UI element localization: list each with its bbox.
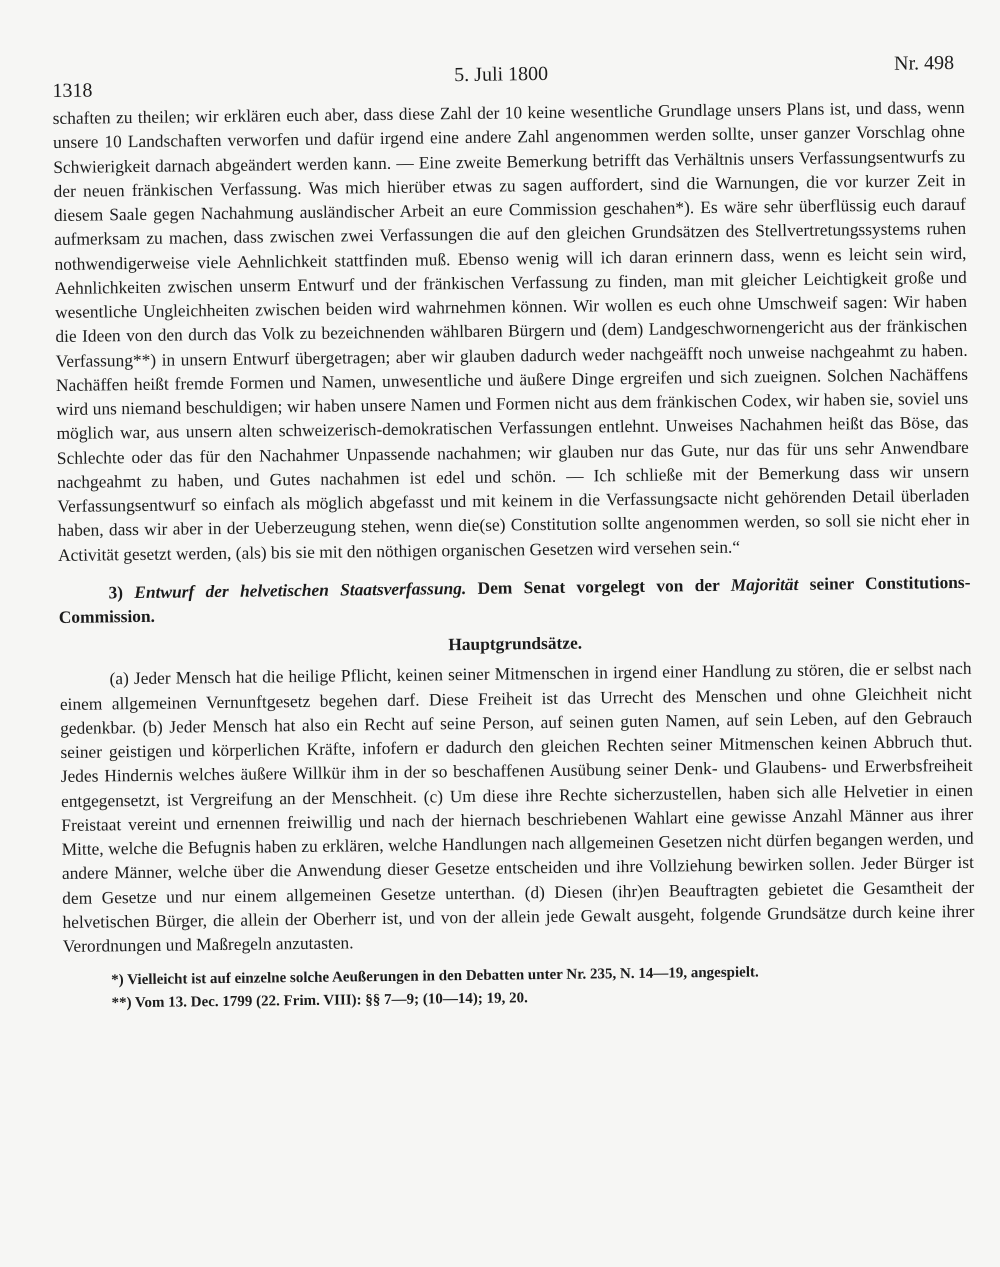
section-title: Entwurf der helvetischen Staatsverfassung. [134, 577, 467, 602]
section-text-before: Dem Senat vorgelegt von der [477, 574, 720, 598]
section-majority: Majorität [730, 573, 799, 595]
document-number: Nr. 498 [893, 51, 955, 75]
section-text-after: seiner Constitutions-Commission. [58, 571, 971, 627]
page-number: 1318 [52, 79, 93, 102]
principles-heading: Hauptgrundsätze. [448, 632, 583, 655]
footnote-2: **) Vom 13. Dec. 1799 (22. Frim. VIII): §§ 7—9; (10—14); 19, 20. [111, 990, 528, 1012]
document-page [52, 49, 978, 1240]
footnote-1: *) Vielleicht ist auf einzelne solche Aeußerungen in den Debatten unter Nr. 235, N. 14—19, angespielt. [111, 964, 759, 989]
section-number: 3) [108, 581, 124, 603]
principles-paragraph: (a) Jeder Mensch hat die heilige Pflicht, keinen seiner Mitmenschen in irgend einer Handlung zu stören, die er selbst nach einem allgemeinen Vernunftgesetz begehen darf. Diese Freiheit ist das Urrecht des Menschen und ohne Gleichheit nicht gedenkbar. (b) Jeder Mensch hat also ein Recht auf seine Person, auf seinen guten Namen, auf sein Leben, auf den Gebrauch seiner geistigen und körperlichen Kräfte, infofern er dadurch den gleichen Rechten seiner Mitmenschen keinen Abbruch thut. Jedes Hindernis welches äußere Willkür ihm in der so beschaffenen Ausübung seiner Denk- und Glaubens- und Erwerbsfreiheit entgegensetzt, ist Vergreifung an der Menschheit. (c) Um diese ihre Rechte sicherzustellen, haben sich alle Helvetier in einen Freistaat vereint und ernennen freiwillig und nach der hiernach beschriebenen Wahlart eine gewisse Anzahl Männer aus ihrer Mitte, welche die Befugnis haben zu erklären, welche Handlungen nach allgemeinen Gesetzen nicht dürfen begangen werden, und andere Männer, welche über die Anwendung dieser Gesetze entscheiden und ihre Vollziehung bewirken sollen. Jeder Bürger ist dem Gesetze und nur einem allgemeinen Gesetze unterthan. (d) Diesen (ihr)en Beauftragten gebietet die Gesamtheit der helvetischen Bürger, die allein der Oberherr ist, und von der allein jede Gewalt ausgeht, folgende Grundsätze durch keine ihrer Verordnungen und Maßregeln anzutasten. [59, 658, 975, 956]
page-date: 5. Juli 1800 [454, 62, 549, 87]
body-paragraph-continuation: schaften zu theilen; wir erklären euch aber, dass diese Zahl der 10 keine wesentliche Grundlage unsers Plans ist, und dass, wenn unsere 10 Landschaften verworfen und dafür irgend eine andere Zahl angenommen werden sollte, unser ganzer Vorschlag ohne Schwierigkeit darnach abgeändert werden kann. — Eine zweite Bemerkung betrifft das Verhältnis unsers Verfassungsentwurfs zu der neuen fränkischen Verfassung. Was mich hierüber etwas zu sagen auffordert, sind die Warnungen, die vor kurzer Zeit in diesem Saale gegen Nachahmung ausländischer Arbeit an eure Commission geschahen*). Es wäre sehr überflüssig euch darauf aufmerksam zu machen, dass zwischen zwei Verfassungen die auf den gleichen Grundsätzen des Stellvertretungssystems ruhen nothwendigerweise viele Aehnlichkeit stattfinden muß. Ebenso wenig will ich daran erinnern dass, wenn es leicht sein wird, Aehnlichkeiten zwischen unserm Entwurf und der fränkischen Verfassung zu finden, man mit gleicher Leichtigkeit große und wesentliche Ungleichheiten zwischen beiden wird wahrnehmen können. Wir wollen es euch ohne Umschweif sagen: Wir haben die Ideen von den durch das Volk zu bezeichnenden wählbaren Bürgern und (dem) Landgeschwornengericht aus der fränkischen Verfassung**) in unsern Entwurf übergetragen; aber wir glauben dadurch weder nachgeäfft noch unweise nachgeahmt zu haben. Nachäffen heißt fremde Formen und Namen, unwesentliche und äußere Dinge ergreifen und sich zueignen. Solchen Nachäffens wird uns niemand beschuldigen; wir haben unsere Namen und Formen nicht aus dem fränkischen Codex, wir haben sie, soviel uns möglich war, aus unsern alten schweizerisch-demokratischen Verfassungen entlehnt. Unweises Nachahmen heißt das Böse, das Schlechte oder das für den Nachahmer Unpassende nachahmen; wir glauben nur das Gute, nur das für uns sehr Anwendbare nachgeahmt zu haben, und Gutes nachahmen ist edel und schön. — Ich schließe mit der Bemerkung dass wir unsern Verfassungsentwurf so einfach als möglich abgefasst und mit keinem in die Verfassungsacte nicht gehörenden Detail überladen haben, dass wir aber in der Ueberzeugung stehen, wenn die(se) Constitution sollte angenommen werden, so soll sie nicht eher in Activität gesetzt werden, (als) bis sie mit den nöthigen organischen Gesetzen wird versehen sein.“ [52, 96, 970, 565]
section-heading [58, 570, 971, 630]
